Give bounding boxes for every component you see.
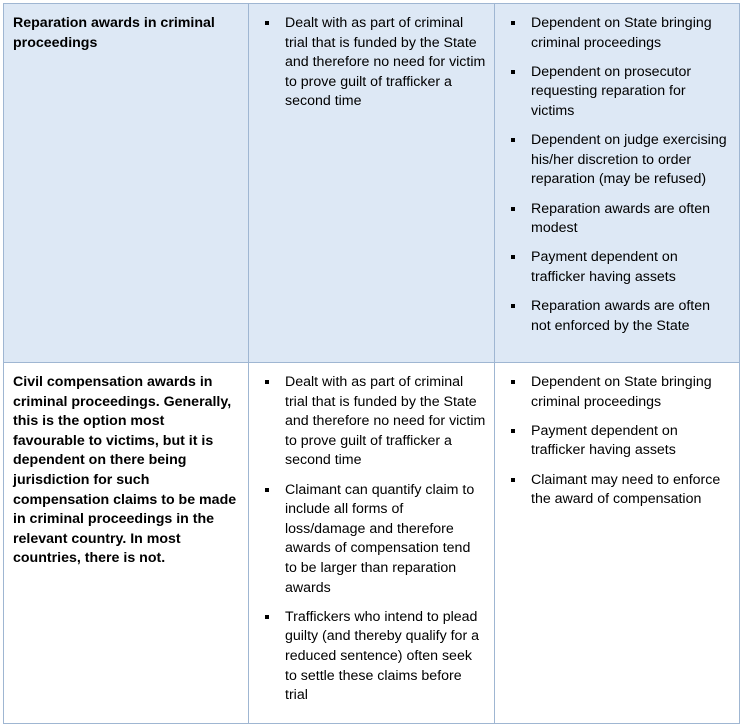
list-item <box>504 131 731 190</box>
square-bullet-icon <box>511 429 515 433</box>
list-item <box>258 608 486 706</box>
list-item <box>504 297 731 336</box>
list-item-text: Payment dependent on trafficker having assets <box>531 249 678 285</box>
square-bullet-icon <box>265 380 269 384</box>
list-item-text: Dependent on State bringing criminal proceedings <box>531 374 712 410</box>
comparison-table <box>3 3 740 724</box>
list-item <box>504 422 731 461</box>
square-bullet-icon <box>265 21 269 25</box>
list-item-text: Reparation awards are often modest <box>531 200 711 237</box>
square-bullet-icon <box>511 70 515 74</box>
option-cell <box>4 4 249 363</box>
list-item <box>258 14 486 112</box>
advantages-cell <box>249 4 495 363</box>
list-item-text: Dealt with as part of criminal trial that is funded by the State and therefore no need for victim to prove guilt of trafficker a second time <box>285 15 486 110</box>
square-bullet-icon <box>265 488 269 492</box>
square-bullet-icon <box>511 380 515 384</box>
list-item <box>504 14 731 53</box>
square-bullet-icon <box>511 255 515 259</box>
square-bullet-icon <box>511 21 515 25</box>
list-item-text: Reparation awards are often not enforced by the State <box>531 298 711 334</box>
list-item <box>504 63 731 122</box>
list-item-text: Traffickers who intend to plead guilty (and thereby qualify for a reduced sentence) often seek to settle these claims before trial <box>285 608 480 704</box>
square-bullet-icon <box>511 304 515 308</box>
list-item <box>504 373 731 412</box>
disadvantages-cell <box>495 4 740 363</box>
disadvantages-cell <box>495 363 740 724</box>
list-item <box>504 200 731 239</box>
option-label: Civil compensation awards in criminal proceedings. Generally, this is the option most favourable to victims, but it is dependent on there being jurisdiction for such compensation claims to be made in criminal proceedings in the relevant country. In most countries, there is not. <box>13 374 237 567</box>
square-bullet-icon <box>511 478 515 482</box>
table-row <box>4 363 740 724</box>
list-item <box>504 471 731 510</box>
table-body <box>4 4 740 724</box>
list-item-text: Dependent on prosecutor requesting reparation for victims <box>531 63 692 119</box>
option-label: Reparation awards in criminal proceedings <box>13 15 215 51</box>
advantages-list <box>258 14 486 112</box>
disadvantages-list <box>504 14 731 336</box>
square-bullet-icon <box>511 207 515 211</box>
list-item-text: Dependent on State bringing criminal proceedings <box>531 15 712 51</box>
list-item-text: Claimant may need to enforce the award of compensation <box>531 471 721 508</box>
list-item-text: Dealt with as part of criminal trial that is funded by the State and therefore no need for victim to prove guilt of trafficker a second time <box>285 374 486 469</box>
list-item-text: Dependent on judge exercising his/her discretion to order reparation (may be refused) <box>531 132 727 188</box>
advantages-list <box>258 373 486 706</box>
list-item <box>504 248 731 287</box>
list-item-text: Payment dependent on trafficker having assets <box>531 422 678 459</box>
advantages-cell <box>249 363 495 724</box>
table-row <box>4 4 740 363</box>
list-item <box>258 373 486 471</box>
list-item-text: Claimant can quantify claim to include all forms of loss/damage and therefore awards of compensation tend to be larger than reparation awards <box>285 481 475 596</box>
square-bullet-icon <box>511 138 515 142</box>
option-cell <box>4 363 249 724</box>
disadvantages-list <box>504 373 731 510</box>
list-item <box>258 481 486 599</box>
square-bullet-icon <box>265 615 269 619</box>
